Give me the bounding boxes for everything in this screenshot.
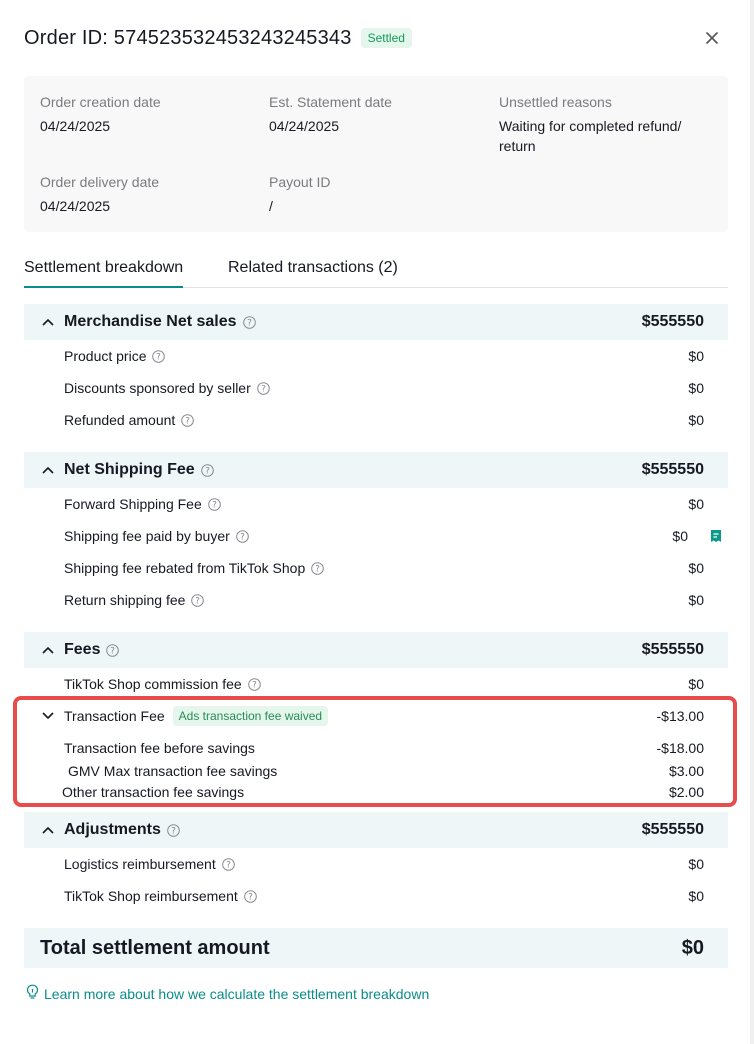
svg-text:?: ? <box>204 466 210 477</box>
section-amount: $555550 <box>641 461 704 478</box>
section-title: Merchandise Net sales <box>64 313 237 330</box>
help-icon[interactable] <box>167 824 180 837</box>
svg-text:?: ? <box>251 680 257 691</box>
section-title: Adjustments <box>64 821 161 838</box>
row-amount: $0 <box>672 528 688 544</box>
total-amount: $0 <box>681 936 704 959</box>
svg-text:?: ? <box>195 596 201 607</box>
help-icon[interactable] <box>208 498 221 511</box>
list-item <box>24 404 728 436</box>
row-label: Shipping fee rebated from TikTok Shop <box>64 560 306 576</box>
tab-related-transactions[interactable]: Related transactions (2) <box>228 259 398 276</box>
status-badge: Settled <box>361 28 412 48</box>
est-statement-date <box>269 92 392 136</box>
help-icon[interactable] <box>152 350 165 363</box>
info-value: 04/24/2025 <box>269 118 340 134</box>
total-settlement-row <box>24 928 728 968</box>
order-delivery-date <box>40 172 159 216</box>
info-label: Order creation date <box>40 94 161 110</box>
svg-text:?: ? <box>239 532 245 543</box>
svg-text:?: ? <box>246 318 252 329</box>
row-label: Other transaction fee savings <box>62 784 245 800</box>
row-label: Transaction fee before savings <box>64 740 255 756</box>
svg-text:?: ? <box>211 500 217 511</box>
row-label: Return shipping fee <box>64 592 186 608</box>
help-icon[interactable] <box>181 414 194 427</box>
section-title: Net Shipping Fee <box>64 461 195 478</box>
row-label: Transaction Fee <box>64 708 165 724</box>
row-amount: -$18.00 <box>656 740 704 756</box>
row-amount: $0 <box>688 412 704 428</box>
receipt-icon[interactable] <box>710 529 722 543</box>
fee-waived-badge: Ads transaction fee waived <box>173 706 328 726</box>
info-label: Unsettled reasons <box>499 94 612 110</box>
help-icon[interactable] <box>243 316 256 329</box>
info-value: 04/24/2025 <box>40 198 111 214</box>
section-title: Fees <box>64 641 101 658</box>
svg-text:?: ? <box>110 646 116 657</box>
help-icon[interactable] <box>236 530 249 543</box>
svg-text:?: ? <box>156 352 162 363</box>
svg-text:?: ? <box>260 384 266 395</box>
unsettled-reasons <box>499 92 681 156</box>
lightbulb-icon <box>26 984 39 1003</box>
info-value: return <box>499 138 536 154</box>
list-item <box>24 584 728 616</box>
learn-more-link[interactable] <box>26 984 429 1003</box>
info-value: / <box>269 198 273 214</box>
list-item <box>24 520 728 552</box>
row-label: Logistics reimbursement <box>64 856 216 872</box>
transaction-fee-row[interactable] <box>24 700 728 732</box>
svg-text:?: ? <box>171 826 176 837</box>
payout-id <box>269 172 330 216</box>
section-merchandise-net-sales[interactable] <box>24 304 728 340</box>
row-amount: $0 <box>688 348 704 364</box>
tab-bar <box>24 256 728 288</box>
help-icon[interactable] <box>222 858 235 871</box>
info-label: Est. Statement date <box>269 94 392 110</box>
info-label: Order delivery date <box>40 174 160 190</box>
list-item <box>24 372 728 404</box>
row-amount: $0 <box>688 856 704 872</box>
row-amount: $0 <box>688 496 704 512</box>
help-icon[interactable] <box>311 562 324 575</box>
learn-more-text: Learn more about how we calculate the settlement breakdown <box>44 985 430 1002</box>
row-amount: $2.00 <box>668 784 704 800</box>
info-value: 04/24/2025 <box>40 118 111 134</box>
info-label: Payout ID <box>269 174 331 190</box>
close-button[interactable] <box>700 26 724 50</box>
svg-text:?: ? <box>247 892 253 903</box>
row-label: Shipping fee paid by buyer <box>64 528 230 544</box>
section-amount: $555550 <box>641 641 704 658</box>
row-amount: $3.00 <box>668 763 704 779</box>
info-value: Waiting for completed refund/ <box>499 118 682 134</box>
chevron-up-icon[interactable] <box>40 822 56 838</box>
svg-text:?: ? <box>315 564 321 575</box>
tab-settlement-breakdown[interactable]: Settlement breakdown <box>24 256 183 280</box>
scrollbar-track <box>750 0 754 1044</box>
section-amount: $555550 <box>641 313 704 330</box>
total-label: Total settlement amount <box>40 936 270 959</box>
order-info-panel <box>24 76 728 232</box>
chevron-up-icon[interactable] <box>40 642 56 658</box>
list-item <box>24 340 728 372</box>
row-amount: -$13.00 <box>656 708 704 724</box>
close-icon <box>706 32 718 44</box>
row-amount: $0 <box>688 380 704 396</box>
list-item <box>24 778 728 806</box>
help-icon[interactable] <box>106 644 119 657</box>
order-id-title: Order ID: 574523532453243245343 <box>24 26 352 49</box>
section-fees[interactable] <box>24 632 728 668</box>
chevron-down-icon[interactable] <box>40 708 56 724</box>
row-label: Refunded amount <box>64 412 176 428</box>
help-icon[interactable] <box>248 678 261 691</box>
help-icon[interactable] <box>244 890 257 903</box>
row-amount: $0 <box>688 592 704 608</box>
help-icon[interactable] <box>191 594 204 607</box>
row-label: TikTok Shop reimbursement <box>64 888 238 904</box>
list-item <box>24 552 728 584</box>
order-creation-date <box>40 92 161 136</box>
chevron-up-icon[interactable] <box>40 462 56 478</box>
list-item <box>24 488 728 520</box>
row-amount: $0 <box>688 888 704 904</box>
row-label: GMV Max transaction fee savings <box>68 763 278 779</box>
row-label: Discounts sponsored by seller <box>64 380 251 396</box>
row-amount: $0 <box>688 676 704 692</box>
section-adjustments[interactable] <box>24 812 728 848</box>
help-icon[interactable] <box>257 382 270 395</box>
section-net-shipping-fee[interactable] <box>24 452 728 488</box>
row-label: Product price <box>64 348 147 364</box>
row-label: Forward Shipping Fee <box>64 496 202 512</box>
row-label: TikTok Shop commission fee <box>64 676 242 692</box>
svg-text:?: ? <box>185 416 191 427</box>
list-item <box>24 848 728 880</box>
section-amount: $555550 <box>641 821 704 838</box>
chevron-up-icon[interactable] <box>40 314 56 330</box>
help-icon[interactable] <box>201 464 214 477</box>
svg-text:?: ? <box>225 860 231 871</box>
list-item <box>24 880 728 912</box>
modal-header <box>24 24 728 52</box>
row-amount: $0 <box>688 560 704 576</box>
